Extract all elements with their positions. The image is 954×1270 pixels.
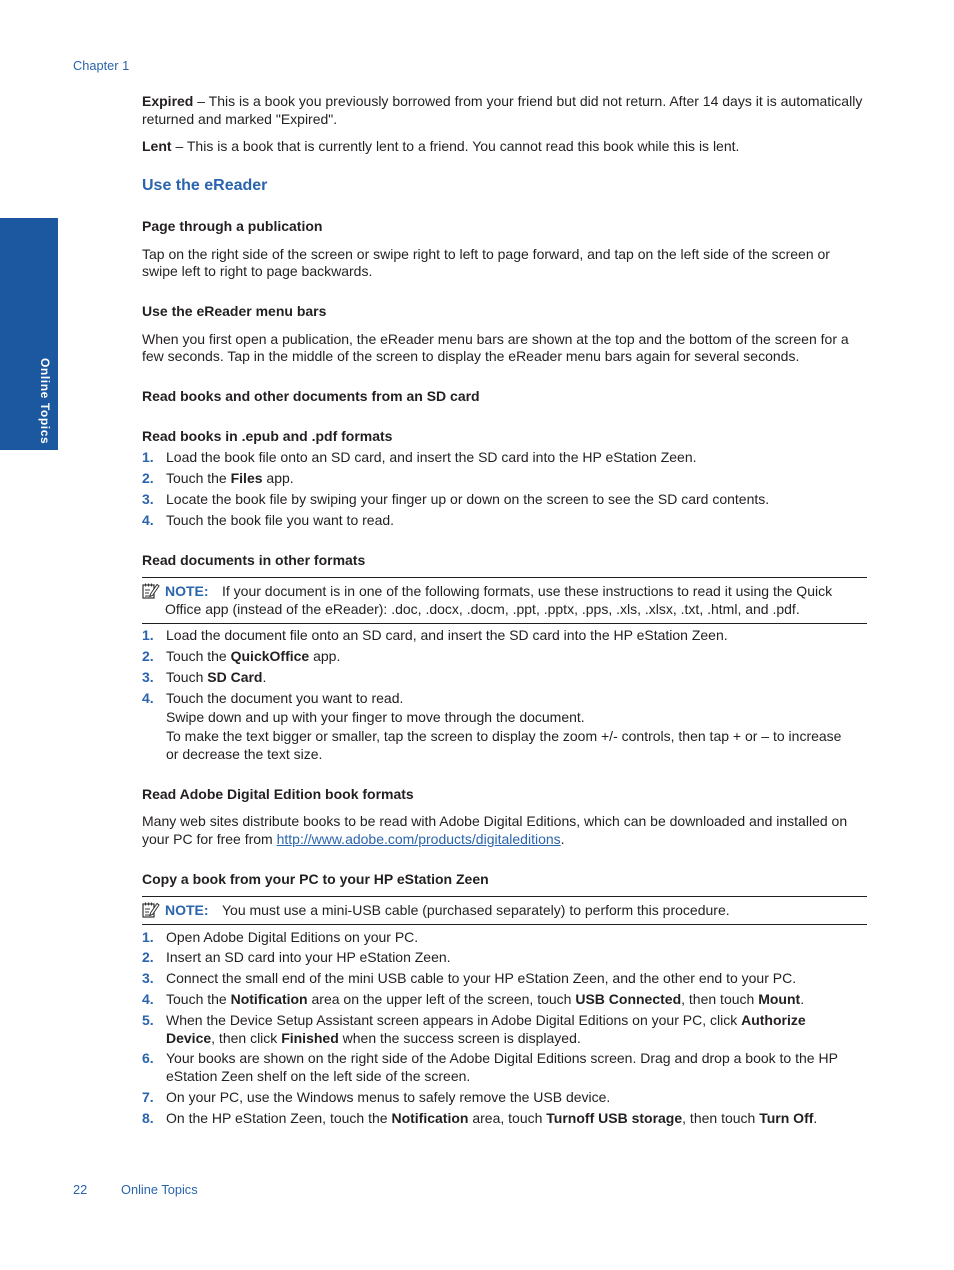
copy-step-7 xyxy=(142,1088,610,1106)
copy-step-6 xyxy=(142,1049,838,1067)
step-text: . xyxy=(262,669,267,685)
step-number: 4. xyxy=(142,690,154,706)
step-text: . xyxy=(800,991,805,1007)
office-step-2 xyxy=(142,647,340,665)
step-number: 3. xyxy=(142,970,154,986)
step-detail-line: To make the text bigger or smaller, tap the screen to display the zoom +/- controls, then tap + or – to increase xyxy=(166,728,842,744)
step-text: Load the document file onto an SD card, and insert the SD card into the HP eStation Zeen. xyxy=(166,627,728,643)
step-detail-line: or decrease the text size. xyxy=(166,746,323,762)
step-text: , then touch xyxy=(682,1110,756,1126)
adobe-digital-editions-link[interactable]: http://www.adobe.com/products/digitaleditions xyxy=(276,831,561,847)
definition-lent-line xyxy=(142,137,739,155)
step-text: Touch the xyxy=(166,991,227,1007)
step-text: When the Device Setup Assistant screen appears in Adobe Digital Editions on your PC, click xyxy=(166,1012,738,1028)
subheading-page-through: Page through a publication xyxy=(142,218,323,234)
subheading-epub-pdf: Read books in .epub and .pdf formats xyxy=(142,428,393,444)
subheading-adobe: Read Adobe Digital Edition book formats xyxy=(142,786,414,802)
ui-term-authorize: Authorize xyxy=(741,1012,806,1028)
step-text: Open Adobe Digital Editions on your PC. xyxy=(166,929,419,945)
office-step-4 xyxy=(142,689,403,707)
footer-chapter-title: Online Topics xyxy=(121,1182,198,1197)
step-number: 8. xyxy=(142,1110,154,1126)
ui-term-mount: Mount xyxy=(758,991,801,1007)
step-number: 6. xyxy=(142,1050,154,1066)
step-number: 3. xyxy=(142,669,154,685)
paragraph-line: Tap on the right side of the screen or swipe right to left to page forward, and tap on the left side of the screen or xyxy=(142,246,830,262)
ui-term-turnoff-usb-storage: Turnoff USB storage xyxy=(546,1110,683,1126)
step-number: 2. xyxy=(142,949,154,965)
subheading-menu-bars: Use the eReader menu bars xyxy=(142,303,327,319)
step-text: Touch the xyxy=(166,648,227,664)
copy-step-2 xyxy=(142,948,451,966)
step-number: 4. xyxy=(142,512,154,528)
ui-term-notification: Notification xyxy=(230,991,308,1007)
step-number: 1. xyxy=(142,449,154,465)
copy-step-4 xyxy=(142,990,804,1008)
paragraph-text: . xyxy=(560,831,565,847)
definition-expired-line-2: returned and marked "Expired". xyxy=(142,111,338,127)
step-text: when the success screen is displayed. xyxy=(342,1030,581,1046)
step-text: app. xyxy=(313,648,341,664)
term-expired: Expired xyxy=(142,93,194,109)
step-number: 1. xyxy=(142,627,154,643)
step-text: Touch xyxy=(166,669,204,685)
copy-step-5-continued xyxy=(166,1029,581,1047)
side-tab-label: Online Topics xyxy=(38,358,52,445)
note-text: You must use a mini-USB cable (purchased separately) to perform this procedure. xyxy=(222,902,730,918)
note-line-1 xyxy=(165,582,832,600)
definition-expired-line-1 xyxy=(142,92,862,110)
step-number: 1. xyxy=(142,929,154,945)
step-text: On your PC, use the Windows menus to safely remove the USB device. xyxy=(166,1089,611,1105)
ui-term-usb-connected: USB Connected xyxy=(575,991,682,1007)
ui-term-files-app: Files xyxy=(230,470,263,486)
subheading-copy-book: Copy a book from your PC to your HP eStation Zeen xyxy=(142,871,489,887)
step-number: 2. xyxy=(142,648,154,664)
ui-term-notification: Notification xyxy=(391,1110,469,1126)
subheading-sd-card: Read books and other documents from an SD card xyxy=(142,388,480,404)
step-number: 7. xyxy=(142,1089,154,1105)
step-text: Load the book file onto an SD card, and insert the SD card into the HP eStation Zeen. xyxy=(166,449,697,465)
paragraph-line: swipe left to right to page backwards. xyxy=(142,263,373,279)
step-text: Locate the book file by swiping your finger up or down on the screen to see the SD card contents. xyxy=(166,491,770,507)
footer-page-number: 22 xyxy=(73,1182,88,1197)
copy-step-6-continued: eStation Zeen shelf on the left side of the screen. xyxy=(166,1068,471,1084)
step-number: 4. xyxy=(142,991,154,1007)
epub-step-4 xyxy=(142,511,394,529)
office-step-1 xyxy=(142,626,728,644)
ui-term-device: Device xyxy=(166,1030,212,1046)
step-number: 3. xyxy=(142,491,154,507)
note-label: NOTE: xyxy=(165,902,209,918)
note-box-formats xyxy=(142,577,867,624)
copy-step-3 xyxy=(142,969,796,987)
note-icon xyxy=(142,582,160,600)
step-detail-line: Swipe down and up with your finger to move through the document. xyxy=(166,709,585,725)
subheading-other-formats: Read documents in other formats xyxy=(142,552,366,568)
ui-term-quickoffice-app: QuickOffice xyxy=(230,648,310,664)
running-header-chapter: Chapter 1 xyxy=(73,58,130,73)
step-text: Touch the document you want to read. xyxy=(166,690,404,706)
epub-step-1 xyxy=(142,448,697,466)
note-icon xyxy=(142,901,160,919)
step-text: Touch the book file you want to read. xyxy=(166,512,395,528)
ui-term-finished: Finished xyxy=(281,1030,339,1046)
paragraph-line: few seconds. Tap in the middle of the screen to display the eReader menu bars again for several seconds. xyxy=(142,348,800,364)
step-number: 5. xyxy=(142,1012,154,1028)
step-text: . xyxy=(813,1110,818,1126)
copy-step-5 xyxy=(142,1011,806,1029)
step-text: area, touch xyxy=(472,1110,543,1126)
note-label: NOTE: xyxy=(165,583,209,599)
paragraph-line: Many web sites distribute books to be read with Adobe Digital Editions, which can be downloaded and installed on xyxy=(142,813,848,829)
step-text: On the HP eStation Zeen, touch the xyxy=(166,1110,388,1126)
paragraph-text: your PC for free from xyxy=(142,831,273,847)
step-text: , then touch xyxy=(681,991,755,1007)
section-title: Use the eReader xyxy=(142,177,268,194)
paragraph-line: When you first open a publication, the eReader menu bars are shown at the top and the bottom of the screen for a xyxy=(142,331,849,347)
step-text: Your books are shown on the right side of the Adobe Digital Editions screen. Drag and drop a book to the HP xyxy=(166,1050,838,1066)
paragraph-line-with-link xyxy=(142,830,565,848)
step-number: 2. xyxy=(142,470,154,486)
term-lent: Lent xyxy=(142,138,172,154)
ui-term-turn-off: Turn Off xyxy=(759,1110,814,1126)
epub-step-3 xyxy=(142,490,769,508)
step-text: area on the upper left of the screen, touch xyxy=(311,991,572,1007)
copy-step-1 xyxy=(142,928,418,946)
note-text: If your document is in one of the following formats, use these instructions to read it using the Quick xyxy=(222,583,833,599)
note-line-2: Office app (instead of the eReader): .doc, .docx, .docm, .ppt, .pptx, .pps, .xls, .xlsx, .txt, .html, and .pdf. xyxy=(165,601,800,617)
note-line-1 xyxy=(165,901,730,919)
ui-term-sd-card: SD Card xyxy=(207,669,263,685)
copy-step-8 xyxy=(142,1109,817,1127)
step-text: Connect the small end of the mini USB cable to your HP eStation Zeen, and the other end to your PC. xyxy=(166,970,797,986)
office-step-3 xyxy=(142,668,266,686)
note-box-usb xyxy=(142,896,867,925)
epub-step-2 xyxy=(142,469,294,487)
step-text: , then click xyxy=(211,1030,278,1046)
definition-text: – This is a book you previously borrowed from your friend but did not return. After 14 days it is automatically xyxy=(197,93,863,109)
step-text: Touch the xyxy=(166,470,227,486)
definition-text: – This is a book that is currently lent to a friend. You cannot read this book while this is lent. xyxy=(175,138,740,154)
step-text: app. xyxy=(266,470,294,486)
step-text: Insert an SD card into your HP eStation Zeen. xyxy=(166,949,451,965)
